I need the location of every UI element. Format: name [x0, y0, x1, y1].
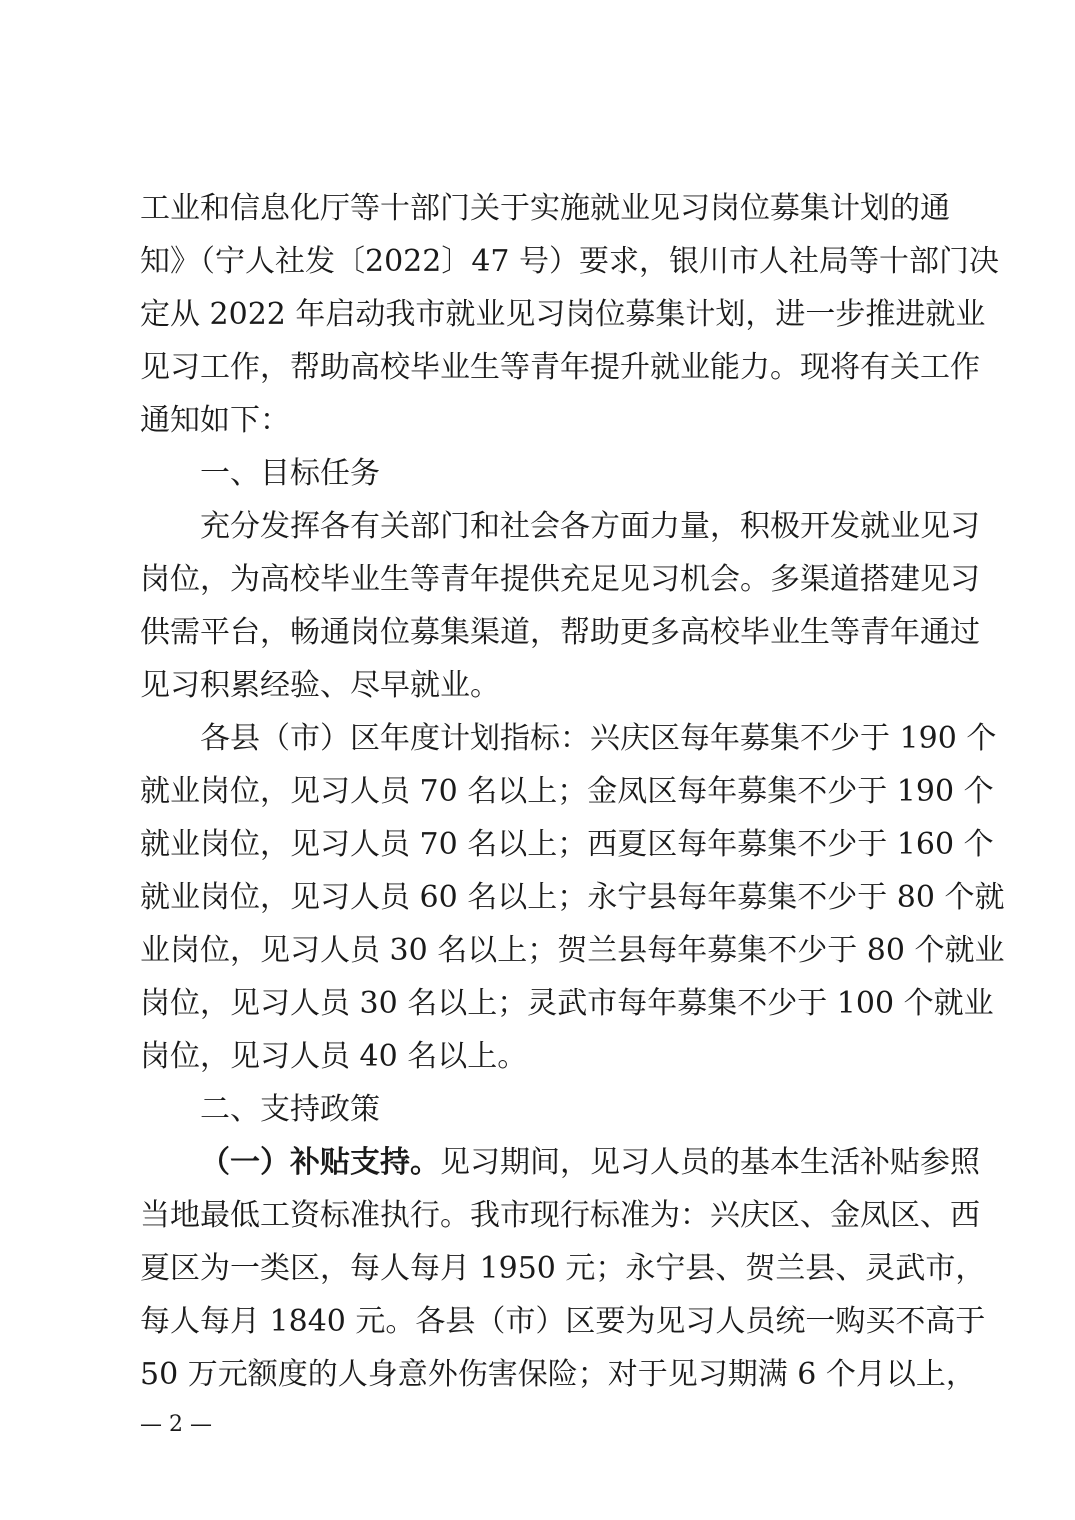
text-line: 见习工作，帮助高校毕业生等青年提升就业能力。现将有关工作	[140, 350, 980, 385]
text-line: 业岗位，见习人员 30 名以上；贺兰县每年募集不少于 80 个就业	[140, 933, 1005, 968]
document-body	[140, 182, 1005, 1401]
text-line: 工业和信息化厅等十部门关于实施就业见习岗位募集计划的通	[140, 191, 950, 226]
text-line: 定从 2022 年启动我市就业见习岗位募集计划，进一步推进就业	[140, 297, 986, 332]
text-line: 就业岗位，见习人员 70 名以上；金凤区每年募集不少于 190 个	[140, 774, 994, 809]
goals-paragraph	[140, 500, 980, 712]
text-line	[140, 1136, 980, 1189]
text-line: 见习积累经验、尽早就业。	[140, 668, 500, 703]
intro-paragraph	[140, 182, 1000, 447]
targets-paragraph	[140, 712, 1005, 1083]
text-line: 就业岗位，见习人员 70 名以上；西夏区每年募集不少于 160 个	[140, 827, 994, 862]
text-line: 岗位，见习人员 40 名以上。	[140, 1039, 528, 1074]
text-line: 就业岗位，见习人员 60 名以上；永宁县每年募集不少于 80 个就	[140, 880, 1005, 915]
text-line: 知》（宁人社发〔2022〕47 号）要求，银川市人社局等十部门决	[140, 244, 1000, 279]
text-line: 各县（市）区年度计划指标：兴庆区每年募集不少于 190 个	[200, 721, 997, 756]
text-line: 每人每月 1840 元。各县（市）区要为见习人员统一购买不高于	[140, 1304, 986, 1339]
text-line: 50 万元额度的人身意外伤害保险；对于见习期满 6 个月以上，	[140, 1357, 976, 1392]
text-line: 夏区为一类区，每人每月 1950 元；永宁县、贺兰县、灵武市，	[140, 1251, 986, 1286]
page-number: — 2 —	[140, 1412, 212, 1437]
subsection-text: 见习期间，见习人员的基本生活补贴参照	[440, 1145, 980, 1180]
text-line: 通知如下：	[140, 403, 290, 438]
section-heading-goals: 一、目标任务	[200, 456, 380, 491]
text-line: 岗位，为高校毕业生等青年提供充足见习机会。多渠道搭建见习	[140, 562, 980, 597]
subsidy-paragraph	[140, 1136, 986, 1401]
subsection-title-subsidy: （一）补贴支持。	[200, 1145, 440, 1180]
text-line: 供需平台，畅通岗位募集渠道，帮助更多高校毕业生等青年通过	[140, 615, 980, 650]
text-line: 充分发挥各有关部门和社会各方面力量，积极开发就业见习	[200, 509, 980, 544]
text-line: 当地最低工资标准执行。我市现行标准为：兴庆区、金凤区、西	[140, 1198, 980, 1233]
section-heading-policy: 二、支持政策	[200, 1092, 380, 1127]
text-line: 岗位，见习人员 30 名以上；灵武市每年募集不少于 100 个就业	[140, 986, 994, 1021]
